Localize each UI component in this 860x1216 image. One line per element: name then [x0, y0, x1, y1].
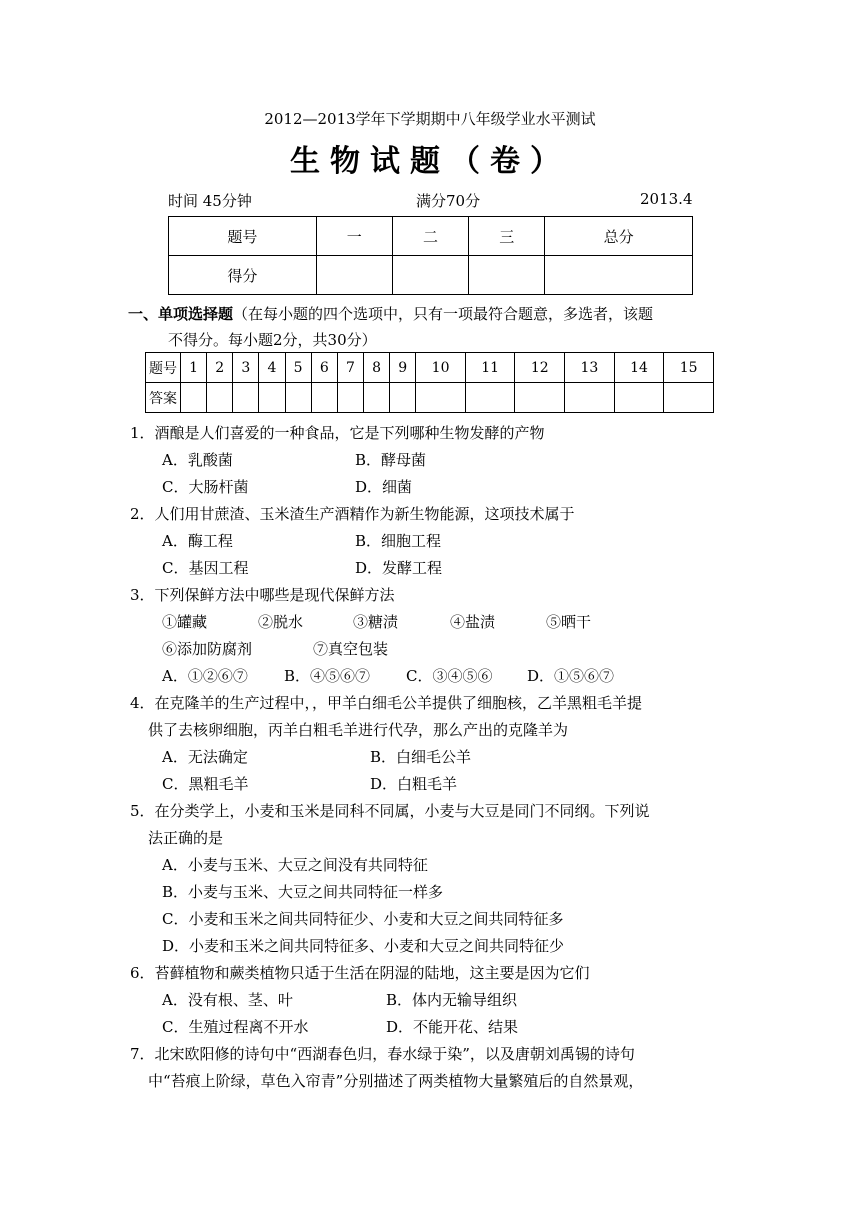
question-6-option-b: B．体内无输导组织: [386, 991, 518, 1009]
score-cell: 题号: [169, 217, 317, 256]
answer-blank-cell[interactable]: [207, 383, 233, 413]
question-1-option-b: B．酵母菌: [355, 451, 427, 469]
question-4-option-d: D．白粗毛羊: [370, 775, 458, 793]
score-table-header-row: [169, 217, 693, 256]
exam-full-score: 满分70分: [416, 192, 481, 210]
answer-blank-cell[interactable]: [614, 383, 664, 413]
answer-cell: 15: [664, 353, 714, 383]
question-6-stem: 6．苔藓植物和蕨类植物只适于生活在阴湿的陆地，这主要是因为它们: [130, 964, 590, 982]
score-blank-cell[interactable]: [316, 256, 392, 295]
score-cell: 三: [469, 217, 545, 256]
question-3-option-a: A．①②⑥⑦: [162, 667, 248, 685]
question-2-option-c: C．基因工程: [162, 559, 249, 577]
question-4-stem-line2: 供了去核卵细胞，丙羊白粗毛羊进行代孕，那么产出的克隆羊为: [148, 721, 569, 739]
answer-cell: 6: [311, 353, 337, 383]
answer-blank-cell[interactable]: [259, 383, 285, 413]
question-6-option-a: A．没有根、茎、叶: [162, 991, 293, 1009]
question-2-option-b: B．细胞工程: [355, 532, 442, 550]
question-7-stem-line1: 7．北宋欧阳修的诗句中“西湖春色归，春水绿于染”，以及唐朝刘禹锡的诗句: [130, 1045, 635, 1063]
question-3-item-2: ②脱水: [258, 613, 304, 631]
question-3-stem: 3．下列保鲜方法中哪些是现代保鲜方法: [130, 586, 395, 604]
section1-instruction: （在每小题的四个选项中，只有一项最符合题意，多选者，该题: [233, 305, 654, 323]
score-cell: 二: [392, 217, 468, 256]
exam-date: 2013.4: [640, 190, 693, 208]
question-2-option-d: D．发酵工程: [355, 559, 443, 577]
answer-table-number-row: [146, 353, 714, 383]
answer-blank-cell[interactable]: [285, 383, 311, 413]
score-cell: 总分: [545, 217, 693, 256]
question-4-stem-line1: 4．在克隆羊的生产过程中，，甲羊白细毛公羊提供了细胞核，乙羊黑粗毛羊提: [130, 694, 643, 712]
question-3-option-c: C．③④⑤⑥: [406, 667, 493, 685]
question-1-option-c: C．大肠杆菌: [162, 478, 249, 496]
answer-cell: 13: [565, 353, 615, 383]
question-3-item-3: ③糖渍: [353, 613, 399, 631]
question-5-option-a: A．小麦与玉米、大豆之间没有共同特征: [162, 856, 428, 874]
answer-table: [145, 352, 714, 413]
question-3-item-1: ①罐藏: [162, 613, 208, 631]
question-6-option-c: C．生殖过程离不开水: [162, 1018, 309, 1036]
question-7-stem-line2: 中“苔痕上阶绿，草色入帘青”分别描述了两类植物大量繁殖后的自然景观，: [148, 1072, 644, 1090]
answer-blank-cell[interactable]: [363, 383, 389, 413]
answer-blank-cell[interactable]: [337, 383, 363, 413]
question-4-option-a: A．无法确定: [162, 748, 248, 766]
section1-title: 一、单项选择题: [128, 305, 234, 323]
answer-blank-cell[interactable]: [465, 383, 515, 413]
score-table: [168, 216, 693, 295]
question-3-option-d: D．①⑤⑥⑦: [527, 667, 615, 685]
question-2-option-a: A．酶工程: [162, 532, 233, 550]
answer-cell: 14: [614, 353, 664, 383]
answer-blank-cell[interactable]: [311, 383, 337, 413]
answer-blank-cell[interactable]: [565, 383, 615, 413]
question-5-option-c: C．小麦和玉米之间共同特征少、小麦和大豆之间共同特征多: [162, 910, 564, 928]
question-5-option-b: B．小麦与玉米、大豆之间共同特征一样多: [162, 883, 444, 901]
answer-cell: 3: [233, 353, 259, 383]
answer-cell: 7: [337, 353, 363, 383]
answer-cell: 4: [259, 353, 285, 383]
answer-table-answer-row: [146, 383, 714, 413]
question-3-item-7: ⑦真空包装: [313, 640, 389, 658]
question-1-option-a: A．乳酸菌: [162, 451, 233, 469]
question-6-option-d: D．不能开花、结果: [386, 1018, 519, 1036]
answer-cell: 10: [416, 353, 466, 383]
question-3-item-6: ⑥添加防腐剂: [162, 640, 253, 658]
score-table-score-row: [169, 256, 693, 295]
exam-title: 生物试题（卷）: [290, 144, 570, 179]
answer-blank-cell[interactable]: [233, 383, 259, 413]
question-1-option-d: D．细菌: [355, 478, 413, 496]
answer-blank-cell[interactable]: [416, 383, 466, 413]
answer-cell: 2: [207, 353, 233, 383]
score-cell: 得分: [169, 256, 317, 295]
question-2-stem: 2．人们用甘蔗渣、玉米渣生产酒精作为新生物能源，这项技术属于: [130, 505, 575, 523]
answer-blank-cell[interactable]: [515, 383, 565, 413]
answer-cell: 8: [363, 353, 389, 383]
question-4-option-b: B．白细毛公羊: [370, 748, 472, 766]
answer-cell: 11: [465, 353, 515, 383]
answer-blank-cell[interactable]: [390, 383, 416, 413]
section1-instruction-line2: 不得分。每小题2分，共30分）: [168, 331, 377, 349]
section1-heading: [128, 300, 653, 328]
answer-blank-cell[interactable]: [664, 383, 714, 413]
question-3-item-4: ④盐渍: [450, 613, 496, 631]
exam-subtitle: 2012—2013学年下学期期中八年级学业水平测试: [264, 110, 596, 128]
answer-cell: 题号: [146, 353, 181, 383]
score-cell: 一: [316, 217, 392, 256]
exam-time: 时间 45分钟: [168, 192, 252, 210]
answer-cell: 9: [390, 353, 416, 383]
question-3-option-b: B．④⑤⑥⑦: [284, 667, 371, 685]
answer-cell: 答案: [146, 383, 181, 413]
question-5-stem-line2: 法正确的是: [148, 829, 224, 847]
answer-blank-cell[interactable]: [181, 383, 207, 413]
answer-cell: 12: [515, 353, 565, 383]
question-5-option-d: D．小麦和玉米之间共同特征多、小麦和大豆之间共同特征少: [162, 937, 565, 955]
question-4-option-c: C．黑粗毛羊: [162, 775, 249, 793]
score-blank-cell[interactable]: [545, 256, 693, 295]
answer-cell: 1: [181, 353, 207, 383]
question-1-stem: 1．酒酿是人们喜爱的一种食品，它是下列哪种生物发酵的产物: [130, 424, 545, 442]
score-blank-cell[interactable]: [469, 256, 545, 295]
score-blank-cell[interactable]: [392, 256, 468, 295]
question-5-stem-line1: 5．在分类学上，小麦和玉米是同科不同属，小麦与大豆是同门不同纲。下列说: [130, 802, 650, 820]
question-3-item-5: ⑤晒干: [546, 613, 592, 631]
answer-cell: 5: [285, 353, 311, 383]
